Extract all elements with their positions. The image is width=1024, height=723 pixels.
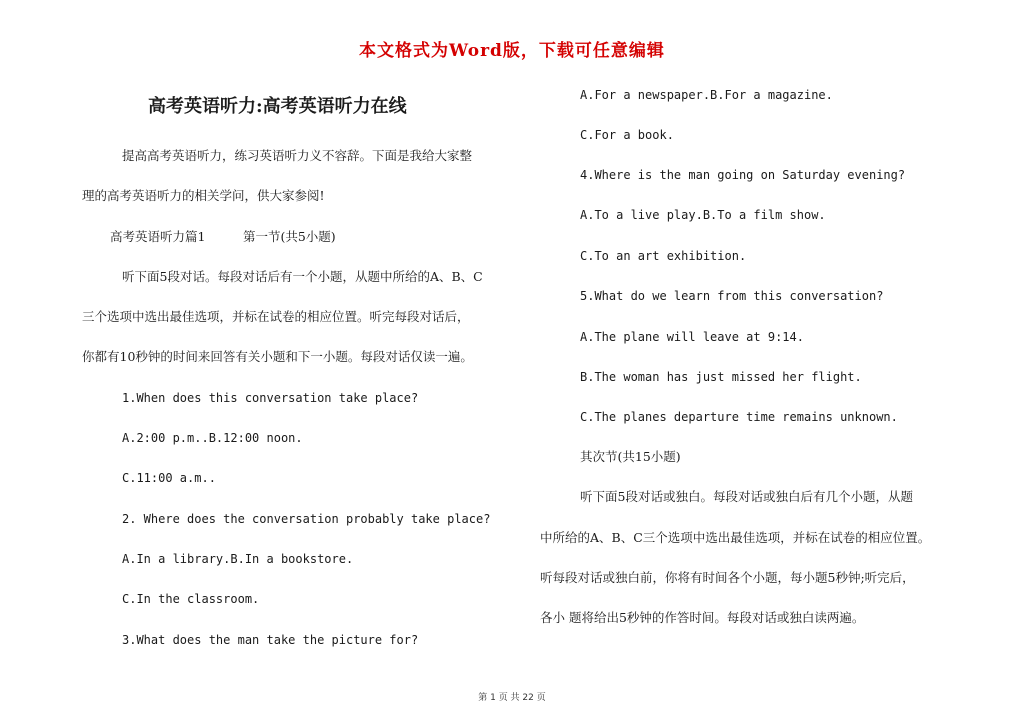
format-banner: 本文格式为Word版，下载可任意编辑 [359, 41, 665, 61]
intro-line-2: 理的高考英语听力的相关学问，供大家参阅! [82, 188, 325, 203]
page-title: 高考英语听力:高考英语听力在线 [148, 96, 407, 117]
question-2: 2. Where does the conversation probably take place? [122, 512, 491, 526]
question-4: 4.Where is the man going on Saturday evening? [580, 168, 906, 182]
question-5: 5.What do we learn from this conversation? [580, 289, 884, 303]
section-2-instruction-2: 中所给的A、B、C三个选项中选出最佳选项，并标在试卷的相应位置。 [540, 530, 931, 545]
section-heading: 高考英语听力篇1 第一节(共5小题) [110, 229, 336, 244]
question-2-options-ab: A.In a library.B.In a bookstore. [122, 552, 354, 566]
instruction-line-3: 你都有10秒钟的时间来回答有关小题和下一小题。每段对话仅读一遍。 [82, 349, 473, 364]
page-footer: 第 1 页 共 22 页 [478, 693, 546, 703]
question-1: 1.When does this conversation take place? [122, 391, 419, 405]
question-4-option-c: C.To an art exhibition. [580, 249, 747, 263]
question-4-options-ab: A.To a live play.B.To a film show. [580, 208, 826, 222]
question-3-options-ab: A.For a newspaper.B.For a magazine. [580, 88, 833, 102]
question-5-option-c: C.The planes departure time remains unknown. [580, 410, 898, 424]
section-2-instruction-3: 听每段对话或独白前，你将有时间各个小题，每小题5秒钟;听完后， [540, 570, 915, 585]
question-2-option-c: C.In the classroom. [122, 592, 260, 606]
instruction-line-1: 听下面5段对话。每段对话后有一个小题，从题中所给的A、B、C [122, 269, 483, 284]
question-1-option-c: C.11:00 a.m.. [122, 471, 216, 485]
question-1-options-ab: A.2:00 p.m..B.12:00 noon. [122, 431, 303, 445]
intro-line-1: 提高高考英语听力，练习英语听力义不容辞。下面是我给大家整 [122, 148, 473, 163]
question-3: 3.What does the man take the picture for? [122, 633, 419, 647]
section-2-instruction-1: 听下面5段对话或独白。每段对话或独白后有几个小题，从题 [580, 489, 913, 504]
question-5-option-b: B.The woman has just missed her flight. [580, 370, 862, 384]
instruction-line-2: 三个选项中选出最佳选项，并标在试卷的相应位置。听完每段对话后， [82, 309, 470, 324]
question-3-option-c: C.For a book. [580, 128, 674, 142]
question-5-option-a: A.The plane will leave at 9:14. [580, 330, 804, 344]
section-2-instruction-4: 各小 题将给出5秒钟的作答时间。每段对话或独白读两遍。 [540, 610, 865, 625]
section-2-heading: 其次节(共15小题) [580, 449, 681, 464]
